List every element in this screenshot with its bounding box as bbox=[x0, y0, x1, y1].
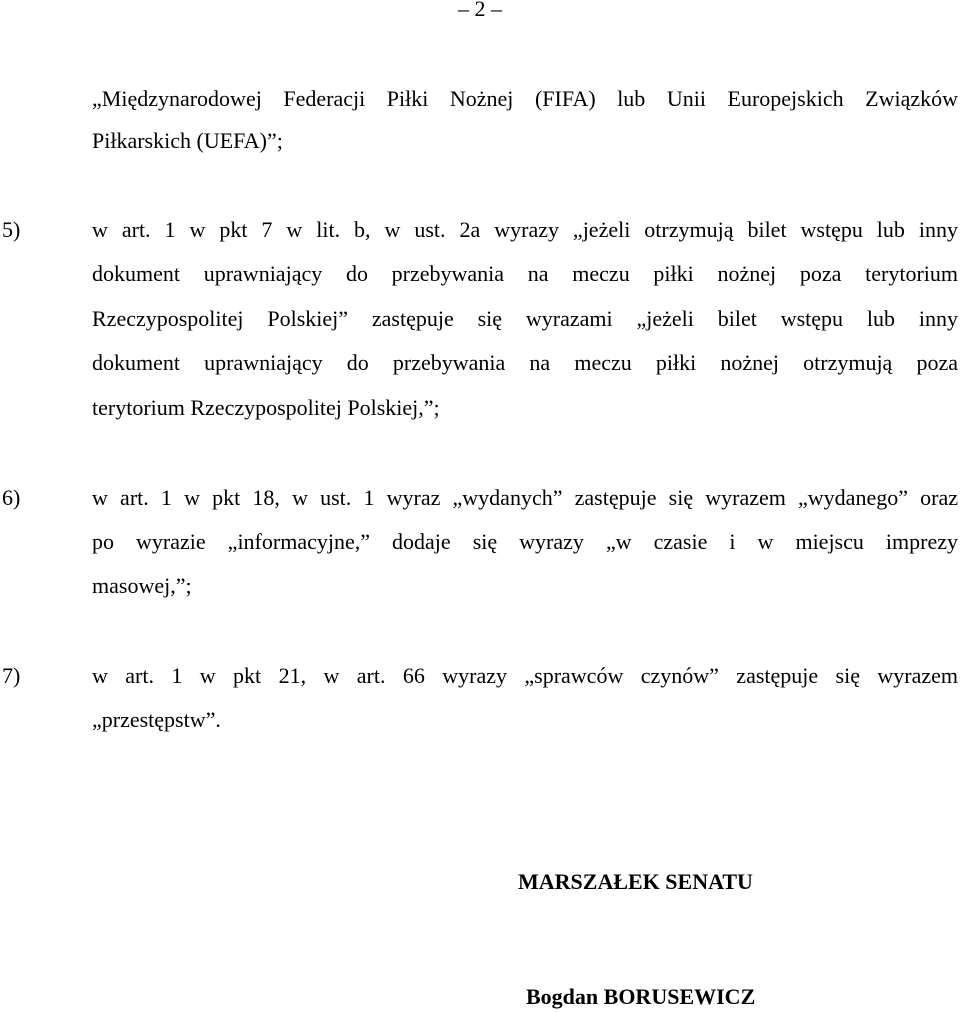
item-5-line-3: Rzeczypospolitej Polskiej” zastępuje się wyrazami „jeżeli bilet wstępu lub inny bbox=[92, 306, 958, 331]
item-6-line-2: po wyrazie „informacyjne,” dodaje się wyrazy „w czasie i w miejscu imprezy bbox=[92, 529, 958, 554]
item-5-number: 5) bbox=[2, 217, 21, 242]
item-6-line-3: masowej,”; bbox=[92, 573, 192, 598]
item-5-line-2: dokument uprawniający do przebywania na meczu piłki nożnej poza terytorium bbox=[92, 261, 958, 286]
item-5-line-1: w art. 1 w pkt 7 w lit. b, w ust. 2a wyrazy „jeżeli otrzymują bilet wstępu lub inny bbox=[92, 217, 958, 242]
continuation-line-2: Piłkarskich (UEFA)”; bbox=[92, 128, 283, 153]
item-5-line-4: dokument uprawniający do przebywania na meczu piłki nożnej otrzymują poza bbox=[92, 350, 958, 375]
item-7-number: 7) bbox=[2, 663, 21, 688]
item-7-line-1: w art. 1 w pkt 21, w art. 66 wyrazy „sprawców czynów” zastępuje się wyrazem bbox=[92, 663, 958, 688]
signature-title: MARSZAŁEK SENATU bbox=[518, 869, 753, 894]
signature-name: Bogdan BORUSEWICZ bbox=[526, 984, 756, 1009]
item-5-line-5: terytorium Rzeczypospolitej Polskiej,”; bbox=[92, 395, 440, 420]
item-6-line-1: w art. 1 w pkt 18, w ust. 1 wyraz „wydanych” zastępuje się wyrazem „wydanego” oraz bbox=[92, 485, 958, 510]
item-7-line-2: „przestępstw”. bbox=[92, 707, 221, 732]
page-number: – 2 – bbox=[458, 0, 502, 21]
item-6-number: 6) bbox=[2, 485, 21, 510]
continuation-line-1: „Międzynarodowej Federacji Piłki Nożnej (FIFA) lub Unii Europejskich Związków bbox=[92, 86, 958, 111]
